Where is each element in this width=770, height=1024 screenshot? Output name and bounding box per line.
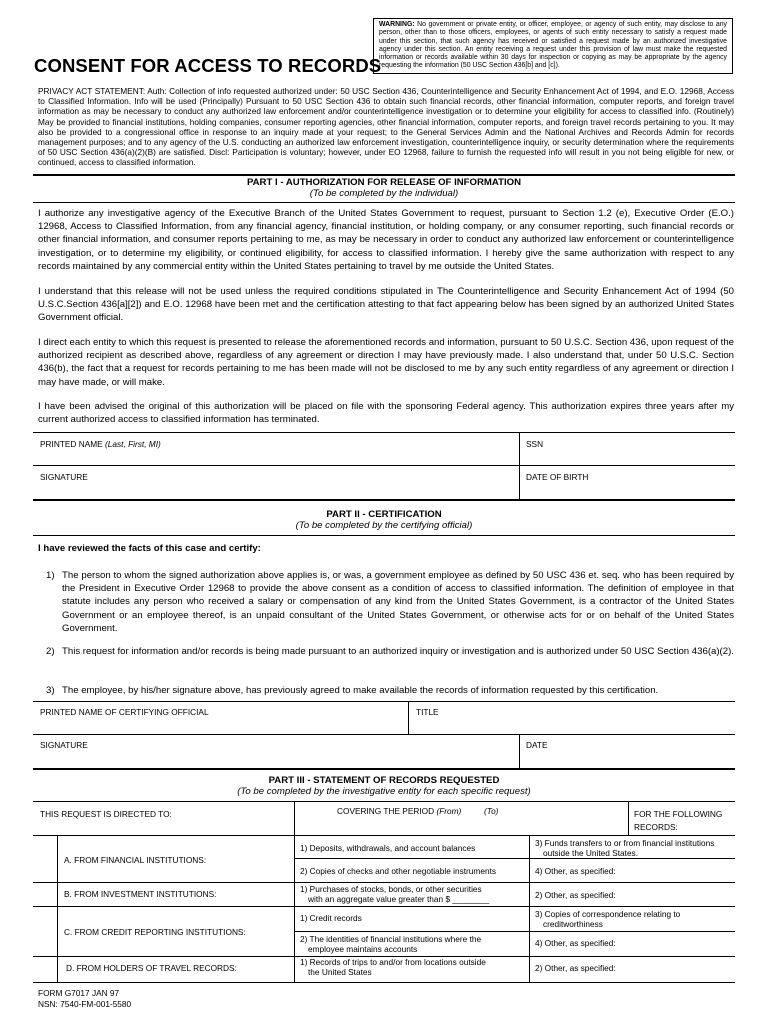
privacy-act-statement: PRIVACY ACT STATEMENT: Auth: Collection of info requested authorized under: 50 USC Section 436, Counterintelligence and Security Enhancement Act of 1994, and E.O. 12968, Access to Classified Information. Info will be used (Principally) Pursuant to 50 USC Section 436 to obtain such financial records, other financial information, computer reports, and foreign travel information as may be necessary to conduct any authorized law enforcement and/or counterintelligence investigation or to determine your eligibility for access to classified info. (Routinely) May be provided to financial institutions, holding companies, consumer reporting agencies, other financial information, computer reports, and foreign travel records pertaining to you. It may also be provided to a congressional office in response to an inquiry made at your request; to the General Services Admin and the National Archives and Records Admin for records management purposes; and to any agency of the U.S. conducting an authorized law enforcement investigation, counterintelligence inquiry, or security determination where the requirements of 50 USC Section 436(a)(2)(B) are satisfied. Discl: Participation is voluntary; however, under EO 12968, failure to furnish the requested info will result in you not being eligible for new, or continued, access to classified information. <box>38 86 734 168</box>
directed-to-label: THIS REQUEST IS DIRECTED TO: <box>40 809 172 819</box>
financial-deposits-option[interactable]: 1) Deposits, withdrawals, and account balances <box>300 843 476 853</box>
financial-checks-option[interactable]: 2) Copies of checks and other negotiable instruments <box>300 866 497 876</box>
printed-name-field[interactable] <box>40 449 515 463</box>
certification-item-2-number: 2) <box>46 646 55 657</box>
part1-fields-divider <box>519 432 520 499</box>
table-header-bottom-rule <box>33 835 735 836</box>
form-title: CONSENT FOR ACCESS TO RECORDS <box>34 55 382 76</box>
ssn-field[interactable] <box>526 449 731 463</box>
travel-other-option[interactable]: 2) Other, as specified: <box>535 963 616 973</box>
certification-item-3: The employee, by his/her signature above, has previously agreed to make available the records of information requested by this certification. <box>62 685 659 696</box>
signature-field[interactable] <box>40 482 515 496</box>
official-date-field[interactable] <box>526 750 731 764</box>
official-date-label: DATE <box>526 740 548 750</box>
credit-other-option[interactable]: 4) Other, as specified: <box>535 938 616 948</box>
part3-subtitle: (To be completed by the investigative entity for each specific request) <box>237 786 531 797</box>
table-row-d-bottom <box>33 982 735 983</box>
from-label: (From) <box>436 806 462 816</box>
part1-paragraph-1: I authorize any investigative agency of the Executive Branch of the United States Government to request, pursuant to Section 1.2 (e), Executive Order (E.O.) 12968, Access to Classified Information, from any financial agency, financial institution, or holding company, or any consumer reporting, such financial records or other financial information, and consumer reports pertaining to me, as may be necessary in order to conduct any authorized law enforcement or counterintelligence investigation, or to determine my eligibility, or continued eligibility, for access to classified information. I hereby give the same authorization with respect to any records maintained by any commercial entity within the United States pertaining to travel by me outside the United States. <box>38 208 734 272</box>
investment-securities-option[interactable]: 1) Purchases of stocks, bonds, or other securities with an aggregate value greater than $ ________ <box>300 884 490 904</box>
table-header-divider-right <box>628 801 629 835</box>
part1-subtitle: (To be completed by the individual) <box>309 188 459 199</box>
row-c-inner-rule <box>294 931 735 932</box>
records-label-line2: RECORDS: <box>634 822 678 832</box>
records-label-line1: FOR THE FOLLOWING <box>634 809 723 819</box>
credit-correspondence-option[interactable]: 3) Copies of correspondence relating to creditworthiness <box>535 909 681 929</box>
travel-trips-option[interactable]: 1) Records of trips to and/or from locations outside the United States <box>300 957 486 977</box>
part1-fields-bottom-rule <box>33 499 735 501</box>
part1-fields-top-rule <box>33 432 735 433</box>
certification-item-1-number: 1) <box>46 570 55 581</box>
credit-records-option[interactable]: 1) Credit records <box>300 913 362 923</box>
table-row-a-bottom <box>33 882 735 883</box>
part1-fields-mid-rule <box>33 465 735 466</box>
part1-paragraph-3: I direct each entity to which this request is presented to release the aforementioned records and information, pursuant to 50 U.S.C. Section 436, upon request of the authorized recipient as described above, regardless of any agreement or direction I may have previously made. I also understand that, under 50 U.S.C. Section 436(b), the fact that a request for records pertaining to me has been made will not be disclosed to me by any such entity regardless of any agreement or direction I may have made, or will make. <box>38 337 734 388</box>
financial-institutions-label: A. FROM FINANCIAL INSTITUTIONS: <box>64 855 207 865</box>
form-number: FORM G7017 JAN 97 <box>38 988 120 998</box>
row-a-inner-rule <box>294 858 735 859</box>
investment-other-option[interactable]: 2) Other, as specified: <box>535 890 616 900</box>
investment-institutions-checkbox[interactable] <box>33 882 57 906</box>
credit-reporting-label: C. FROM CREDIT REPORTING INSTITUTIONS: <box>64 927 246 937</box>
official-title-label: TITLE <box>416 707 439 717</box>
part2-subtitle: (To be completed by the certifying official) <box>295 520 473 531</box>
part2-title-divider <box>408 701 409 734</box>
table-checkbox-column-line <box>57 835 58 982</box>
investment-institutions-label: B. FROM INVESTMENT INSTITUTIONS: <box>64 889 217 899</box>
nsn-number: NSN: 7540-FM-001-5580 <box>38 999 132 1009</box>
financial-institutions-checkbox[interactable] <box>33 835 57 882</box>
table-header-divider-left <box>294 801 295 835</box>
travel-records-label: D. FROM HOLDERS OF TRAVEL RECORDS: <box>66 963 237 973</box>
part2-intro: I have reviewed the facts of this case and certify: <box>38 543 261 554</box>
part2-date-divider <box>519 734 520 768</box>
part2-fields-top-rule <box>33 701 735 702</box>
certification-item-3-number: 3) <box>46 685 55 696</box>
signature-label: SIGNATURE <box>40 472 88 482</box>
credit-reporting-checkbox[interactable] <box>33 906 57 956</box>
financial-other-option[interactable]: 4) Other, as specified: <box>535 866 616 876</box>
certification-item-2: This request for information and/or records is being made pursuant to an authorized inquiry or investigation and is authorized under 50 USC Section 436(a)(2). <box>62 646 734 657</box>
travel-records-checkbox[interactable] <box>33 956 57 982</box>
warning-label: WARNING: <box>379 21 415 28</box>
official-signature-label: SIGNATURE <box>40 740 88 750</box>
part2-fields-bottom-rule <box>33 768 735 770</box>
certifying-official-label: PRINTED NAME OF CERTIFYING OFFICIAL <box>40 707 209 717</box>
table-row-b-bottom <box>33 906 735 907</box>
dob-label: DATE OF BIRTH <box>526 472 589 482</box>
certifying-official-field[interactable] <box>40 717 404 731</box>
part1-paragraph-4: I have been advised the original of this authorization will be placed on file with the sponsoring Federal agency. This authorization expires three years after my current authorized access to classified information has terminated. <box>38 401 734 426</box>
part1-sub-rule <box>33 202 735 203</box>
part1-paragraph-2: I understand that this release will not be used unless the required conditions stipulated in The Counterintelligence and Security Enhancement Act of 1994 (50 U.S.C.Section 436[a][2]) and E.O. 12968 have been met and the certification attesting to that fact appearing below has been signed by an authorized United States Government official. <box>38 286 734 324</box>
part2-fields-mid-rule <box>33 734 735 735</box>
part2-sub-rule <box>33 535 735 536</box>
dob-field[interactable] <box>526 482 731 496</box>
covering-period-label: COVERING THE PERIOD (From) <box>337 806 462 816</box>
part1-top-rule <box>33 174 735 176</box>
warning-box <box>373 18 733 74</box>
part1-title: PART I - AUTHORIZATION FOR RELEASE OF INFORMATION <box>246 177 522 188</box>
credit-institution-identities-option[interactable]: 2) The identities of financial institutions where the employee maintains accounts <box>300 934 482 954</box>
part3-sub-rule <box>33 801 735 802</box>
printed-name-label: PRINTED NAME (Last, First, MI) <box>40 439 161 449</box>
official-signature-field[interactable] <box>40 750 515 764</box>
certification-item-1: The person to whom the signed authorization above applies is, or was, a government employee as defined by 50 USC 436 et. seq. who has been required by the President in Executive Order 12968 to provide the above consent as a condition of access to classified information. The definition of employee in that statute includes any person who received a salary or compensation of any kind from the United States Government, is a contractor of the United States Government or an employee thereof, is an unpaid consultant of the United States Government, or otherwise acts for or on behalf of the United States Government. <box>62 570 734 634</box>
warning-text: No government or private entity, or officer, employee, or agency of such entity, may disclose to any person, other than to those officers, employees, or agents of such entity necessary to satisfy a request made under this section, that such agency has received or satisfied a request made by an authorized investigative agency under this section. An entity receiving a request under this provision of law must make the requested information or records available within 30 days for inspection or copying as may be appropriate by the agency requesting the information (50 USC Section 436[b] and [c]). <box>379 21 728 70</box>
to-label: (To) <box>484 806 499 816</box>
financial-funds-transfers-option[interactable]: 3) Funds transfers to or from financial institutions outside the United States. <box>535 838 715 858</box>
ssn-label: SSN <box>526 439 544 449</box>
part2-title: PART II - CERTIFICATION <box>326 509 442 520</box>
printed-name-hint: (Last, First, MI) <box>105 439 161 449</box>
official-title-field[interactable] <box>416 717 731 731</box>
part3-title: PART III - STATEMENT OF RECORDS REQUESTED <box>268 775 500 786</box>
